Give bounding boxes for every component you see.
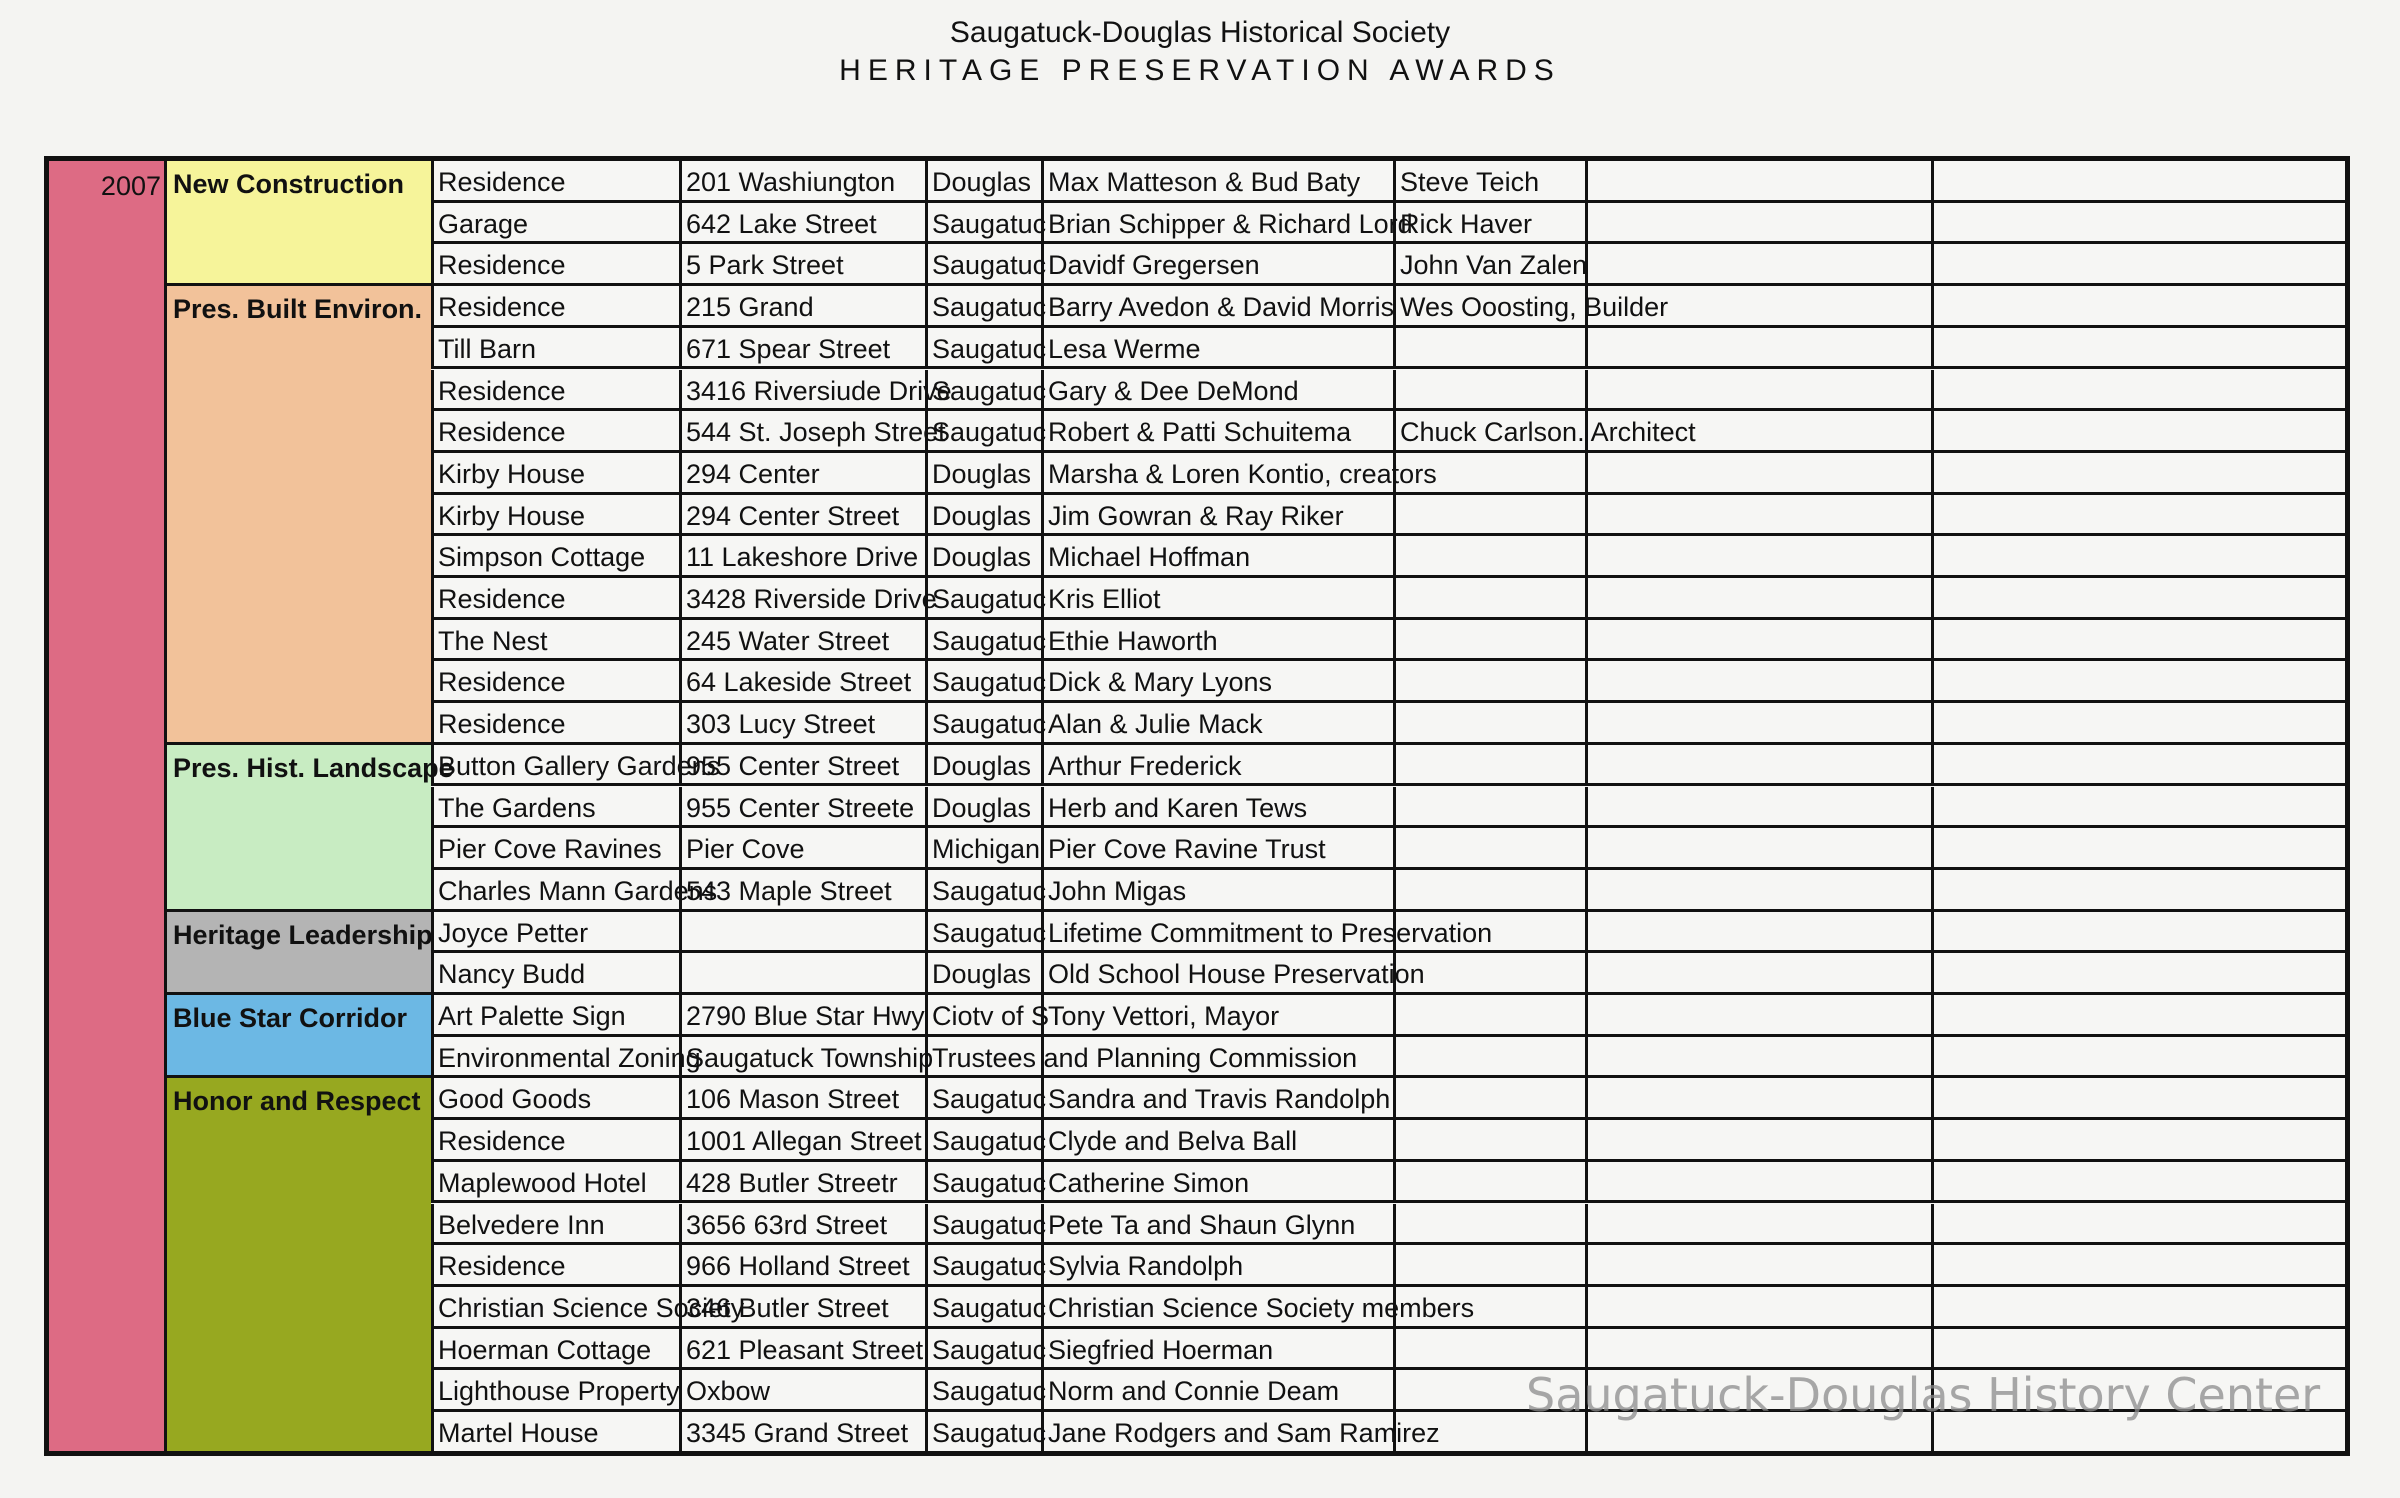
cell-address: 544 St. Joseph Street <box>679 411 925 450</box>
empty-column-cell <box>1931 787 1934 826</box>
cell-type: Martel House <box>431 1412 679 1451</box>
cell-owner: Siegfried Hoerman <box>1041 1329 1393 1368</box>
cell-extra <box>1393 745 1585 784</box>
cell-extra <box>1393 828 1585 867</box>
cell-type: Residence <box>431 1120 679 1159</box>
cell-extra <box>1393 620 1585 659</box>
cell-city: Saugatuc <box>925 578 1041 617</box>
empty-column-cell <box>1585 1162 1588 1201</box>
table-row <box>431 953 2350 995</box>
document-title: HERITAGE PRESERVATION AWARDS <box>839 54 1561 87</box>
empty-column-cell <box>1585 661 1588 700</box>
cell-owner: Catherine Simon <box>1041 1162 1393 1201</box>
cell-owner: Robert & Patti Schuitema <box>1041 411 1393 450</box>
cell-city: Saugatuc <box>925 1329 1041 1368</box>
cell-city: Saugatuc <box>925 411 1041 450</box>
cell-owner: Sylvia Randolph <box>1041 1245 1393 1284</box>
empty-column-cell <box>1931 411 1934 450</box>
empty-column-cell <box>1585 578 1588 617</box>
cell-city: Saugatuc <box>925 328 1041 367</box>
cell-extra <box>1393 1037 1585 1076</box>
table-row <box>431 828 2350 870</box>
cell-type: Joyce Petter <box>431 912 679 951</box>
cell-owner: Herb and Karen Tews <box>1041 787 1393 826</box>
cell-type: Christian Science Society <box>431 1287 679 1326</box>
cell-type: Maplewood Hotel <box>431 1162 679 1201</box>
cell-address: 621 Pleasant Street <box>679 1329 925 1368</box>
table-row <box>431 286 2350 328</box>
cell-type: Residence <box>431 161 679 200</box>
cell-extra <box>1393 661 1585 700</box>
cell-address: 106 Mason Street <box>679 1078 925 1117</box>
cell-owner: Tony Vettori, Mayor <box>1041 995 1393 1034</box>
cell-type: Residence <box>431 244 679 283</box>
table-row <box>431 912 2350 954</box>
cell-owner: Christian Science Society members <box>1041 1287 1393 1326</box>
cell-owner: Kris Elliot <box>1041 578 1393 617</box>
cell-owner: Pete Ta and Shaun Glynn <box>1041 1204 1393 1243</box>
cell-owner: John Migas <box>1041 870 1393 909</box>
cell-extra <box>1393 1162 1585 1201</box>
empty-column-cell <box>1585 870 1588 909</box>
cell-address: 955 Center Street <box>679 745 925 784</box>
cell-city: Douglas <box>925 453 1041 492</box>
table-row <box>431 703 2350 745</box>
cell-extra: Chuck Carlson. Architect <box>1393 411 1585 450</box>
empty-column-cell <box>1931 1204 1934 1243</box>
cell-address: 215 Grand <box>679 286 925 325</box>
cell-city: Saugatuc <box>925 1120 1041 1159</box>
cell-address: 346 Butler Street <box>679 1287 925 1326</box>
table-row <box>431 161 2350 203</box>
empty-column-cell <box>1931 1245 1934 1284</box>
table-row <box>431 578 2350 620</box>
category-label: Pres. Built Environ. <box>173 294 423 325</box>
table-row <box>431 536 2350 578</box>
cell-city: Trustees and Planning Commission <box>925 1037 1041 1076</box>
cell-address: Oxbow <box>679 1370 925 1409</box>
empty-column-cell <box>1585 620 1588 659</box>
cell-owner: Lesa Werme <box>1041 328 1393 367</box>
cell-type: Environmental Zoning <box>431 1037 679 1076</box>
category-label: Heritage Leadership <box>173 919 433 950</box>
cell-type: Residence <box>431 286 679 325</box>
cell-type: Lighthouse Property <box>431 1370 679 1409</box>
empty-column-cell <box>1931 536 1934 575</box>
cell-city: Saugatuc <box>925 1412 1041 1451</box>
cell-address: 955 Center Streete <box>679 787 925 826</box>
cell-owner: Lifetime Commitment to Preservation <box>1041 912 1393 951</box>
empty-column-cell <box>1931 495 1934 534</box>
cell-extra <box>1393 1078 1585 1117</box>
cell-address: 294 Center <box>679 453 925 492</box>
cell-address: 1001 Allegan Street <box>679 1120 925 1159</box>
cell-address: 64 Lakeside Street <box>679 661 925 700</box>
cell-city: Saugatuc <box>925 1370 1041 1409</box>
empty-column-cell <box>1931 745 1934 784</box>
cell-type: Button Gallery Gardens <box>431 745 679 784</box>
cell-address: 543 Maple Street <box>679 870 925 909</box>
cell-city: Saugatuc <box>925 661 1041 700</box>
cell-city: Saugatuc <box>925 286 1041 325</box>
cell-city: Saugatuc <box>925 203 1041 242</box>
empty-column-cell <box>1931 912 1934 951</box>
cell-owner: Alan & Julie Mack <box>1041 703 1393 742</box>
cell-type: Residence <box>431 370 679 409</box>
cell-extra <box>1393 787 1585 826</box>
cell-type: Kirby House <box>431 453 679 492</box>
cell-city: Saugatuc <box>925 1204 1041 1243</box>
empty-column-cell <box>1931 953 1934 992</box>
awards-table <box>44 156 2350 1456</box>
empty-column-cell <box>1585 536 1588 575</box>
empty-column-cell <box>1931 703 1934 742</box>
cell-city: Saugatuc <box>925 912 1041 951</box>
cell-city: Saugatuc <box>925 620 1041 659</box>
cell-city: Saugatuc <box>925 1287 1041 1326</box>
cell-owner: Clyde and Belva Ball <box>1041 1120 1393 1159</box>
empty-column-cell <box>1931 1329 1934 1368</box>
cell-owner: Pier Cove Ravine Trust <box>1041 828 1393 867</box>
empty-column-cell <box>1585 787 1588 826</box>
cell-extra <box>1393 703 1585 742</box>
empty-column-cell <box>1931 1037 1934 1076</box>
table-row <box>431 328 2350 370</box>
cell-city: Douglas <box>925 161 1041 200</box>
table-row <box>431 1078 2350 1120</box>
cell-type: The Nest <box>431 620 679 659</box>
cell-type: Nancy Budd <box>431 953 679 992</box>
cell-owner: Barry Avedon & David Morris <box>1041 286 1393 325</box>
watermark: Saugatuck-Douglas History Center <box>1526 1368 2321 1422</box>
cell-address: 966 Holland Street <box>679 1245 925 1284</box>
category-new-construction <box>167 161 431 286</box>
empty-column-cell <box>1931 370 1934 409</box>
empty-column-cell <box>1585 1204 1588 1243</box>
cell-city: Saugatuc <box>925 370 1041 409</box>
empty-column-cell <box>1585 1287 1588 1326</box>
category-heritage-leadership <box>167 912 431 995</box>
empty-column-cell <box>1585 370 1588 409</box>
empty-column-cell <box>1931 1287 1934 1326</box>
cell-extra: Steve Teich <box>1393 161 1585 200</box>
cell-address: 3428 Riverside Drive <box>679 578 925 617</box>
cell-city: Douglas <box>925 953 1041 992</box>
cell-owner: Brian Schipper & Richard Lord <box>1041 203 1393 242</box>
cell-type: Art Palette Sign <box>431 995 679 1034</box>
empty-column-cell <box>1931 1078 1934 1117</box>
category-label: Honor and Respect <box>173 1086 421 1117</box>
category-honor-and-respect <box>167 1078 431 1453</box>
cell-city: Saugatuc <box>925 1162 1041 1201</box>
empty-column-cell <box>1585 1037 1588 1076</box>
empty-column-cell <box>1585 1120 1588 1159</box>
category-pres-hist-landscape <box>167 745 454 912</box>
cell-address: 294 Center Street <box>679 495 925 534</box>
cell-extra: John Van Zalen <box>1393 244 1585 283</box>
cell-type: Pier Cove Ravines <box>431 828 679 867</box>
cell-address: 642 Lake Street <box>679 203 925 242</box>
empty-column-cell <box>1585 995 1588 1034</box>
cell-city: Douglas <box>925 536 1041 575</box>
table-row <box>431 1329 2350 1371</box>
empty-column-cell <box>1585 953 1588 992</box>
cell-owner: Dick & Mary Lyons <box>1041 661 1393 700</box>
cell-address: 2790 Blue Star Hwy <box>679 995 925 1034</box>
empty-column-cell <box>1585 1329 1588 1368</box>
cell-extra <box>1393 995 1585 1034</box>
empty-column-cell <box>1585 1078 1588 1117</box>
empty-column-cell <box>1931 620 1934 659</box>
table-row <box>431 1037 2350 1079</box>
empty-column-cell <box>1585 203 1588 242</box>
cell-type: Good Goods <box>431 1078 679 1117</box>
cell-extra <box>1393 578 1585 617</box>
cell-owner: Jim Gowran & Ray Riker <box>1041 495 1393 534</box>
empty-column-cell <box>1931 661 1934 700</box>
cell-extra: Wes Ooosting, Builder <box>1393 286 1585 325</box>
empty-column-cell <box>1585 703 1588 742</box>
empty-column-cell <box>1931 995 1934 1034</box>
category-label: New Construction <box>173 169 405 199</box>
cell-owner: Davidf Gregersen <box>1041 244 1393 283</box>
cell-address: 428 Butler Streetr <box>679 1162 925 1201</box>
society-name: Saugatuck-Douglas Historical Society <box>949 16 1451 49</box>
cell-address: 5 Park Street <box>679 244 925 283</box>
cell-owner: Michael Hoffman <box>1041 536 1393 575</box>
cell-city: Saugatuc <box>925 870 1041 909</box>
empty-column-cell <box>1585 745 1588 784</box>
year-band <box>49 161 167 1451</box>
table-row <box>431 1245 2350 1287</box>
cell-extra <box>1393 495 1585 534</box>
cell-extra <box>1393 1329 1585 1368</box>
cell-type: Garage <box>431 203 679 242</box>
cell-owner: Old School House Preservation <box>1041 953 1393 992</box>
table-row <box>431 1120 2350 1162</box>
cell-address: 671 Spear Street <box>679 328 925 367</box>
cell-extra <box>1393 536 1585 575</box>
empty-column-cell <box>1585 495 1588 534</box>
empty-column-cell <box>1931 578 1934 617</box>
empty-column-cell <box>1931 828 1934 867</box>
table-row <box>431 370 2350 412</box>
cell-address: 303 Lucy Street <box>679 703 925 742</box>
cell-type: Charles Mann Gardens <box>431 870 679 909</box>
cell-extra <box>1393 1204 1585 1243</box>
cell-owner: Max Matteson & Bud Baty <box>1041 161 1393 200</box>
table-row <box>431 1204 2350 1246</box>
empty-column-cell <box>1585 828 1588 867</box>
cell-owner: Gary & Dee DeMond <box>1041 370 1393 409</box>
cell-type: Belvedere Inn <box>431 1204 679 1243</box>
cell-address <box>679 953 925 992</box>
cell-city: Saugatuc <box>925 703 1041 742</box>
cell-city: Douglas <box>925 495 1041 534</box>
category-label: Pres. Hist. Landscape <box>173 752 454 783</box>
empty-column-cell <box>1931 286 1934 325</box>
empty-column-cell <box>1585 161 1588 200</box>
cell-extra: Rick Haver <box>1393 203 1585 242</box>
cell-extra <box>1393 1120 1585 1159</box>
cell-owner: Arthur Frederick <box>1041 745 1393 784</box>
cell-address: Saugatuck Township <box>679 1037 925 1076</box>
empty-column-cell <box>1931 244 1934 283</box>
table-row <box>431 620 2350 662</box>
cell-owner: Ethie Haworth <box>1041 620 1393 659</box>
cell-type: Till Barn <box>431 328 679 367</box>
table-row <box>431 203 2350 245</box>
empty-column-cell <box>1931 1162 1934 1201</box>
empty-column-cell <box>1931 161 1934 200</box>
cell-type: Kirby House <box>431 495 679 534</box>
category-pres-built-environ <box>167 286 431 745</box>
cell-owner: Jane Rodgers and Sam Ramirez <box>1041 1412 1393 1451</box>
table-row <box>431 1162 2350 1204</box>
empty-column-cell <box>1585 453 1588 492</box>
category-blue-star-corridor <box>167 995 431 1078</box>
cell-city: Saugatuc <box>925 1078 1041 1117</box>
award-year: 2007 <box>100 171 161 201</box>
table-row <box>431 244 2350 286</box>
empty-column-cell <box>1931 203 1934 242</box>
table-row <box>431 745 2350 787</box>
cell-extra <box>1393 370 1585 409</box>
category-label: Blue Star Corridor <box>173 1003 408 1033</box>
cell-type: Residence <box>431 1245 679 1284</box>
table-row <box>431 411 2350 453</box>
table-row <box>431 1287 2350 1329</box>
cell-type: The Gardens <box>431 787 679 826</box>
empty-column-cell <box>1585 328 1588 367</box>
cell-extra <box>1393 1245 1585 1284</box>
cell-type: Residence <box>431 703 679 742</box>
table-row <box>431 495 2350 537</box>
cell-address: Pier Cove <box>679 828 925 867</box>
cell-address: 3656 63rd Street <box>679 1204 925 1243</box>
empty-column-cell <box>1931 453 1934 492</box>
empty-column-cell <box>1931 1120 1934 1159</box>
cell-extra <box>1393 870 1585 909</box>
cell-city: Douglas <box>925 787 1041 826</box>
cell-extra <box>1393 328 1585 367</box>
table-row <box>431 661 2350 703</box>
cell-address: 11 Lakeshore Drive <box>679 536 925 575</box>
empty-column-cell <box>1585 912 1588 951</box>
cell-address: 201 Washiungton <box>679 161 925 200</box>
empty-column-cell <box>1585 1245 1588 1284</box>
table-row <box>431 453 2350 495</box>
cell-address: 3345 Grand Street <box>679 1412 925 1451</box>
cell-city: Saugatuc <box>925 244 1041 283</box>
table-row <box>431 870 2350 912</box>
cell-owner: Norm and Connie Deam <box>1041 1370 1393 1409</box>
cell-type: Residence <box>431 578 679 617</box>
table-row <box>431 787 2350 829</box>
cell-type: Simpson Cottage <box>431 536 679 575</box>
cell-address: 245 Water Street <box>679 620 925 659</box>
empty-column-cell <box>1931 328 1934 367</box>
cell-city: Ciotv of S <box>925 995 1041 1034</box>
cell-owner: Marsha & Loren Kontio, creators <box>1041 453 1393 492</box>
cell-city: Saugatuc <box>925 1245 1041 1284</box>
cell-address: 3416 Riversiude Drive <box>679 370 925 409</box>
cell-address <box>679 912 925 951</box>
empty-column-cell <box>1931 870 1934 909</box>
cell-city: Michigan <box>925 828 1041 867</box>
cell-type: Residence <box>431 661 679 700</box>
table-row <box>431 995 2350 1037</box>
cell-owner: Sandra and Travis Randolph <box>1041 1078 1393 1117</box>
cell-city: Douglas <box>925 745 1041 784</box>
cell-type: Hoerman Cottage <box>431 1329 679 1368</box>
cell-type: Residence <box>431 411 679 450</box>
